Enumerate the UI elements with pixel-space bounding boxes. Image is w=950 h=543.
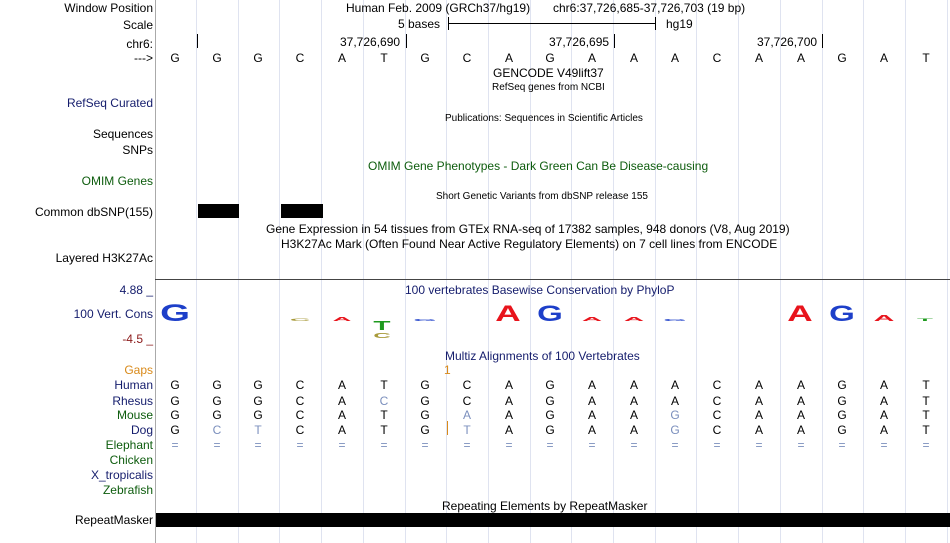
cons-letter-t: T <box>373 318 391 333</box>
gtex-track-title: Gene Expression in 54 tissues from GTEx RNA-seq of 17382 samples, 948 donors (V8, Aug 2019) <box>266 222 790 236</box>
aligned-base: A <box>796 408 805 422</box>
aligned-base: A <box>879 394 888 408</box>
omim-track-label[interactable]: OMIM Genes <box>81 174 153 188</box>
aligned-base: G <box>420 378 430 392</box>
window-position-label: Window Position <box>64 1 153 15</box>
gaps-label[interactable]: Gaps <box>124 363 153 377</box>
aligned-base: G <box>837 408 847 422</box>
aligned-base: A <box>337 408 346 422</box>
aligned-base: = <box>463 438 471 452</box>
reference-base: C <box>462 51 472 65</box>
grid-line <box>196 0 197 543</box>
reference-base: C <box>295 51 305 65</box>
tick-label-2: 37,726,695 <box>549 35 610 49</box>
aligned-base: G <box>212 394 222 408</box>
aligned-base: = <box>713 438 721 452</box>
cons-min-value: -4.5 _ <box>122 332 153 346</box>
grid-line <box>321 0 322 543</box>
chrom-start-tick <box>197 34 198 48</box>
reference-base: A <box>587 51 596 65</box>
aligned-base: = <box>838 438 846 452</box>
species-label-human[interactable]: Human <box>114 378 153 392</box>
reference-base: G <box>253 51 263 65</box>
aligned-base: C <box>712 394 722 408</box>
aligned-base: T <box>922 423 930 437</box>
sequences-track-label[interactable]: Sequences <box>92 127 153 141</box>
aligned-base: T <box>380 378 388 392</box>
cons-max-value: 4.88 _ <box>119 283 153 297</box>
aligned-base: C <box>462 394 472 408</box>
cons-letter-a: A <box>332 316 352 323</box>
aligned-base: = <box>254 438 262 452</box>
gap-count: 1 <box>444 363 451 377</box>
aligned-base: A <box>879 423 888 437</box>
grid-line <box>822 0 823 543</box>
refseq-track-subtitle: RefSeq genes from NCBI <box>492 82 605 93</box>
aligned-base: G <box>253 408 263 422</box>
tick-mark-2 <box>614 34 615 48</box>
aligned-base: A <box>587 408 596 422</box>
aligned-base: = <box>505 438 513 452</box>
grid-line <box>696 0 697 543</box>
aligned-base: G <box>253 394 263 408</box>
aligned-base: T <box>380 408 388 422</box>
aligned-base: = <box>797 438 805 452</box>
aligned-base: A <box>796 423 805 437</box>
aligned-base: A <box>754 423 763 437</box>
aligned-base: = <box>671 438 679 452</box>
reference-base: A <box>796 51 805 65</box>
reference-base: A <box>504 51 513 65</box>
grid-line <box>405 0 406 543</box>
aligned-base: G <box>837 378 847 392</box>
aligned-base: G <box>837 394 847 408</box>
reference-base: A <box>629 51 638 65</box>
dbsnp-track-label[interactable]: Common dbSNP(155) <box>34 205 153 219</box>
dbsnp-track-title: Short Genetic Variants from dbSNP release 155 <box>436 191 648 202</box>
tick-label-3: 37,726,700 <box>757 35 818 49</box>
aligned-base: = <box>546 438 554 452</box>
grid-line <box>780 0 781 543</box>
cons-letter-c: C <box>289 317 311 322</box>
aligned-base: A <box>879 408 888 422</box>
cons-track-title: 100 vertebrates Basewise Conservation by PhyloP <box>405 283 675 297</box>
conservation-logo <box>155 296 950 344</box>
cons-letter-t-2: T <box>917 317 933 322</box>
aligned-base: A <box>670 394 679 408</box>
aligned-base: A <box>587 423 596 437</box>
grid-line <box>279 0 280 543</box>
aligned-base: = <box>171 438 179 452</box>
aligned-base: C <box>712 423 722 437</box>
aligned-base: A <box>504 378 513 392</box>
gencode-track-title[interactable]: GENCODE V49lift37 <box>493 66 604 80</box>
aligned-base: C <box>295 408 305 422</box>
species-label-rhesus[interactable]: Rhesus <box>112 394 153 408</box>
aligned-base: A <box>587 394 596 408</box>
aligned-base: G <box>545 394 555 408</box>
aligned-base: C <box>712 408 722 422</box>
aligned-base: T <box>380 423 388 437</box>
aligned-base: A <box>504 408 513 422</box>
cons-letter-c-neg: C <box>373 331 391 340</box>
aligned-base: T <box>463 423 471 437</box>
track-divider <box>155 279 950 280</box>
aligned-base: C <box>379 394 389 408</box>
aligned-base: A <box>754 394 763 408</box>
aligned-base: A <box>337 378 346 392</box>
grid-line <box>363 0 364 543</box>
reference-base: C <box>712 51 722 65</box>
omim-track-title: OMIM Gene Phenotypes - Dark Green Can Be Disease-causing <box>368 159 709 173</box>
grid-line <box>655 0 656 543</box>
aligned-base: G <box>170 378 180 392</box>
aligned-base: A <box>754 378 763 392</box>
aligned-base: = <box>296 438 304 452</box>
aligned-base: A <box>587 378 596 392</box>
snp-feature-2[interactable] <box>281 204 323 218</box>
aligned-base: A <box>670 378 679 392</box>
aligned-base: = <box>880 438 888 452</box>
aligned-base: A <box>629 423 638 437</box>
aligned-base: A <box>796 394 805 408</box>
reference-base: G <box>837 51 847 65</box>
gap-marker <box>447 421 448 435</box>
grid-line <box>446 0 447 543</box>
aligned-base: G <box>212 408 222 422</box>
reference-base: G <box>170 51 180 65</box>
aligned-base: A <box>462 408 471 422</box>
aligned-base: A <box>504 423 513 437</box>
aligned-base: C <box>295 394 305 408</box>
scale-value: 5 bases <box>398 17 441 31</box>
label-divider <box>155 0 156 543</box>
grid-line <box>947 0 948 543</box>
reference-base: A <box>670 51 679 65</box>
aligned-base: = <box>421 438 429 452</box>
aligned-base: C <box>295 423 305 437</box>
species-label-x_tropicalis[interactable]: X_tropicalis <box>90 468 153 482</box>
aligned-base: A <box>629 394 638 408</box>
aligned-base: A <box>629 378 638 392</box>
chrom-label[interactable]: chr6: <box>126 37 153 51</box>
grid-line <box>863 0 864 543</box>
cons-letter-a-3: A <box>581 316 603 323</box>
cons-letter-a-2: A <box>495 301 521 327</box>
aligned-base: G <box>837 423 847 437</box>
repeat-element[interactable] <box>156 513 950 527</box>
aligned-base: = <box>755 438 763 452</box>
aligned-base: G <box>545 408 555 422</box>
reference-base: A <box>754 51 763 65</box>
scale-db: hg19 <box>666 17 693 31</box>
species-label-zebrafish[interactable]: Zebrafish <box>102 483 153 497</box>
cons-letter-g-low: G <box>413 318 437 322</box>
tick-label-1: 37,726,690 <box>340 35 401 49</box>
aligned-base: G <box>420 423 430 437</box>
aligned-base: G <box>170 423 180 437</box>
aligned-base: G <box>420 408 430 422</box>
aligned-base: = <box>338 438 346 452</box>
aligned-base: G <box>253 378 263 392</box>
aligned-base: A <box>337 394 346 408</box>
aligned-base: T <box>254 423 262 437</box>
reference-base: A <box>879 51 888 65</box>
aligned-base: G <box>545 423 555 437</box>
scale-label[interactable]: Scale <box>122 18 153 32</box>
reference-base: T <box>922 51 930 65</box>
cons-letter-g-4: G <box>829 301 855 326</box>
pubs-track-title: Publications: Sequences in Scientific Articles <box>445 113 643 124</box>
aligned-base: C <box>212 423 222 437</box>
grid-line <box>488 0 489 543</box>
repeatmasker-track-label[interactable]: RepeatMasker <box>74 513 153 527</box>
refseq-track-label[interactable]: RefSeq Curated <box>66 96 153 110</box>
aligned-base: G <box>670 423 680 437</box>
aligned-base: C <box>712 378 722 392</box>
aligned-base: T <box>922 378 930 392</box>
aligned-base: C <box>295 378 305 392</box>
scale-bar <box>448 17 656 30</box>
grid-line <box>738 0 739 543</box>
aligned-base: A <box>754 408 763 422</box>
reference-base: A <box>337 51 346 65</box>
grid-line <box>238 0 239 543</box>
aligned-base: T <box>922 394 930 408</box>
cons-track-label[interactable]: 100 Vert. Cons <box>73 307 153 321</box>
aligned-base: T <box>922 408 930 422</box>
assembly-link[interactable]: Human Feb. 2009 (GRCh37/hg19) <box>346 1 531 15</box>
multiz-track-title: Multiz Alignments of 100 Vertebrates <box>445 349 640 363</box>
position-range[interactable]: chr6:37,726,685-37,726,703 (19 bp) <box>553 1 746 15</box>
aligned-base: A <box>337 423 346 437</box>
species-label-dog[interactable]: Dog <box>130 423 153 437</box>
h3k27ac-track-label[interactable]: Layered H3K27Ac <box>55 251 153 265</box>
aligned-base: = <box>588 438 596 452</box>
aligned-base: = <box>213 438 221 452</box>
aligned-base: G <box>545 378 555 392</box>
aligned-base: A <box>504 394 513 408</box>
h3k27ac-track-title: H3K27Ac Mark (Often Found Near Active Regulatory Elements) on 7 cell lines from ENCODE <box>281 237 778 251</box>
aligned-base: = <box>380 438 388 452</box>
aligned-base: G <box>420 394 430 408</box>
cons-letter-a-4: A <box>623 316 645 323</box>
snps-track-label[interactable]: SNPs <box>122 143 153 157</box>
cons-letter-a-6: A <box>873 313 895 323</box>
aligned-base: = <box>630 438 638 452</box>
aligned-base: A <box>629 408 638 422</box>
tick-mark-1 <box>406 34 407 48</box>
aligned-base: G <box>170 394 180 408</box>
tick-mark-3 <box>822 34 823 48</box>
aligned-base: G <box>170 408 180 422</box>
aligned-base: G <box>212 378 222 392</box>
strand-label[interactable]: ---> <box>134 51 153 65</box>
species-label-elephant[interactable]: Elephant <box>105 438 153 452</box>
species-label-mouse[interactable]: Mouse <box>116 408 153 422</box>
snp-feature-1[interactable] <box>198 204 239 218</box>
aligned-base: A <box>796 378 805 392</box>
reference-base: G <box>420 51 430 65</box>
grid-line <box>905 0 906 543</box>
cons-letter-a-5: A <box>787 301 813 327</box>
aligned-base: = <box>922 438 930 452</box>
grid-line <box>613 0 614 543</box>
cons-letter-g: G <box>160 299 190 327</box>
repeatmasker-track-title: Repeating Elements by RepeatMasker <box>442 499 648 513</box>
aligned-base: G <box>670 408 680 422</box>
reference-base: G <box>545 51 555 65</box>
reference-base: T <box>380 51 388 65</box>
cons-letter-g-2: G <box>537 301 563 326</box>
reference-base: G <box>212 51 222 65</box>
cons-letter-g-3: G <box>663 318 687 322</box>
aligned-base: C <box>462 378 472 392</box>
aligned-base: A <box>879 378 888 392</box>
species-label-chicken[interactable]: Chicken <box>109 453 153 467</box>
